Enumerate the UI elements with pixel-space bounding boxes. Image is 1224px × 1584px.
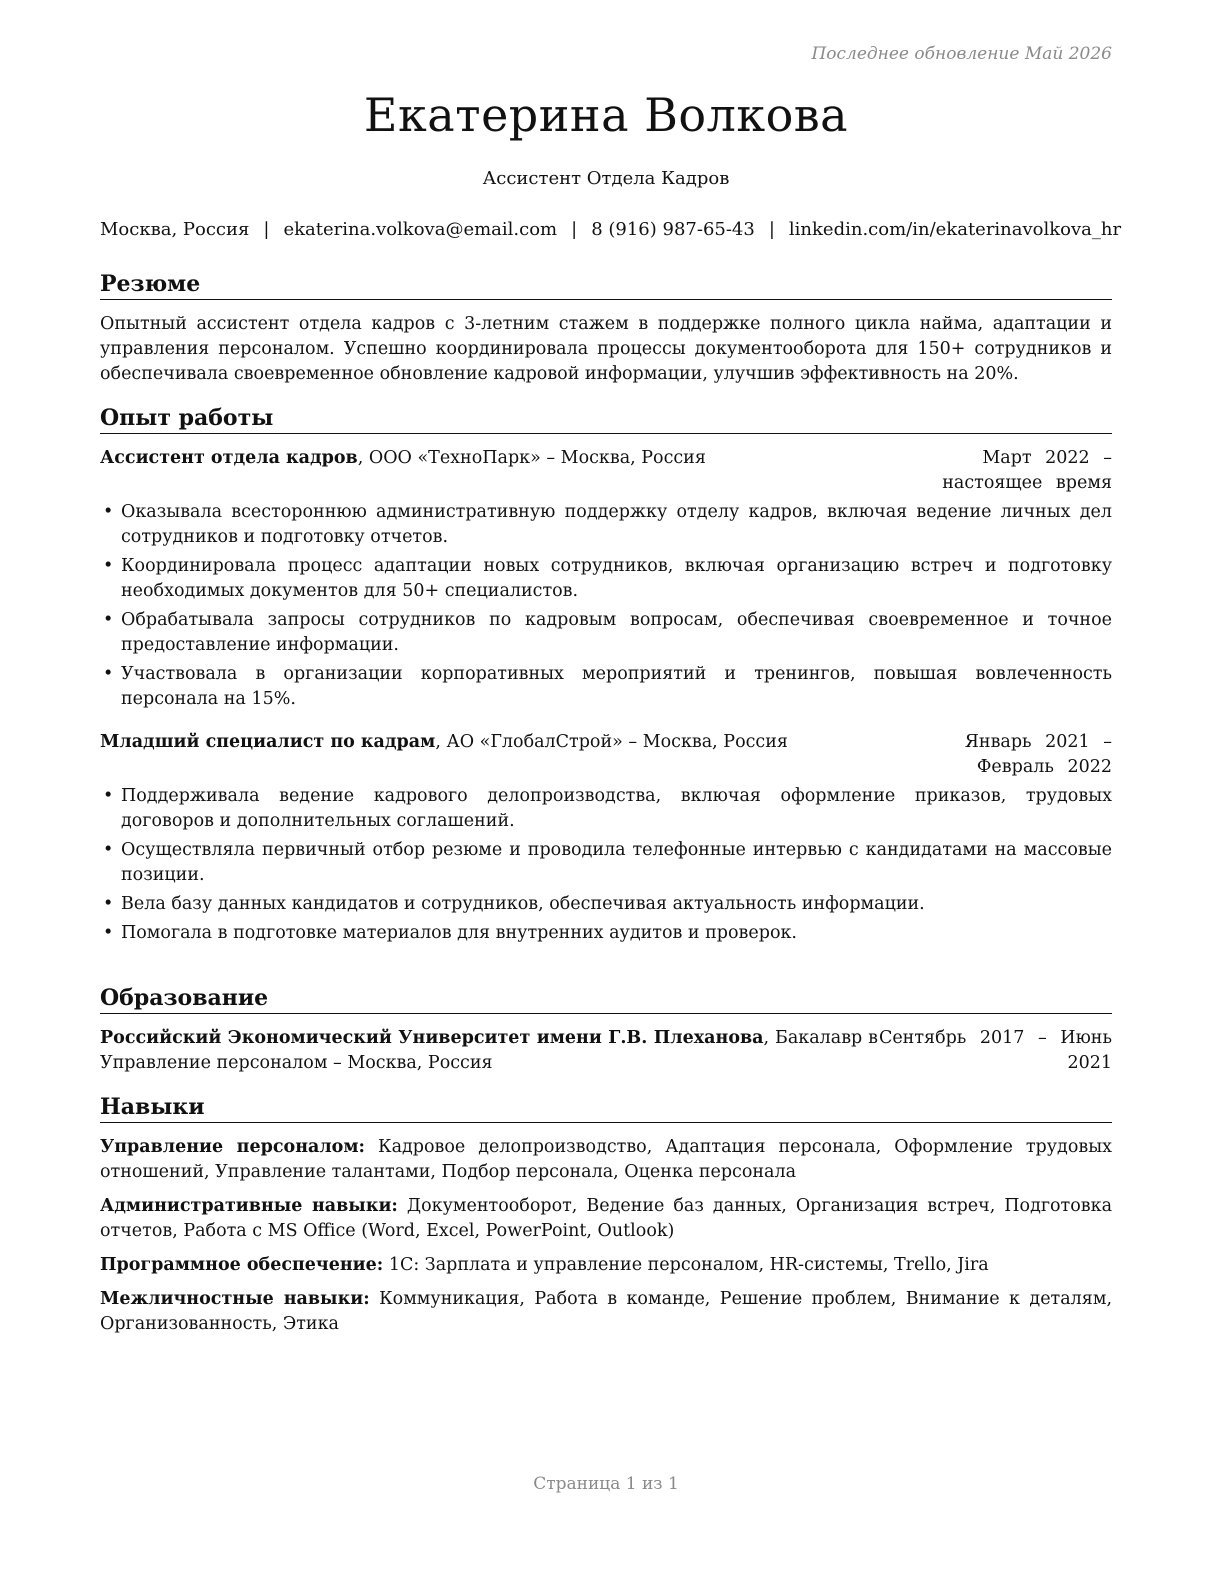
list-item <box>100 921 1112 946</box>
list-item <box>100 838 1112 888</box>
job-dates: Март 2022 – настоящее время <box>942 448 1112 493</box>
job-bullets <box>100 784 1112 946</box>
candidate-name: Екатерина Волкова <box>363 88 849 142</box>
list-item <box>100 662 1112 712</box>
candidate-job-title: Ассистент Отдела Кадров <box>482 168 730 189</box>
bullet-icon: • <box>103 923 114 943</box>
education-degree: , Бакалавр в Управление персоналом – Москва, Россия <box>100 1028 879 1073</box>
bullet-icon: • <box>103 894 114 914</box>
contact-separator: | <box>263 219 270 240</box>
job-entry <box>100 446 1112 712</box>
job-header <box>100 446 1112 496</box>
experience-section <box>100 404 1112 950</box>
bullet-text: Осуществляла первичный отбор резюме и проводила телефонные интервью с кандидатами на массовые позиции. <box>121 840 1112 885</box>
list-item <box>100 784 1112 834</box>
education-institution: Российский Экономический Университет имени Г.В. Плеханова <box>100 1028 764 1048</box>
skill-row <box>100 1135 1112 1185</box>
job-company: , АО «ГлобалСтрой» – Москва, Россия <box>435 732 788 752</box>
education-institution-degree <box>100 1026 878 1076</box>
bullet-text: Обрабатывала запросы сотрудников по кадровым вопросам, обеспечивая своевременное и точное предоставление информации. <box>121 610 1112 655</box>
contact-phone: 8 (916) 987-65-43 <box>591 219 755 240</box>
skill-label: Межличностные навыки: <box>100 1289 370 1309</box>
job-position: Ассистент отдела кадров <box>100 448 358 468</box>
education-dates: Сентябрь 2017 – Июнь 2021 <box>878 1028 1112 1073</box>
education-section <box>100 984 1112 1076</box>
skill-label: Программное обеспечение: <box>100 1255 384 1275</box>
summary-section <box>100 270 1112 387</box>
education-entry <box>100 1026 1112 1076</box>
bullet-icon: • <box>103 840 114 860</box>
bullet-icon: • <box>103 502 114 522</box>
contact-separator: | <box>768 219 775 240</box>
job-title-company <box>100 446 878 496</box>
contact-location: Москва, Россия <box>100 219 250 240</box>
skill-value: Документооборот, Ведение баз данных, Организация встреч, Подготовка отчетов, Работа с MS Office (Word, Excel, PowerPoint, Outlook) <box>100 1196 1113 1241</box>
contact-line <box>100 219 1122 240</box>
job-position: Младший специалист по кадрам <box>100 732 436 752</box>
list-item <box>100 892 1112 917</box>
bullet-icon: • <box>103 556 114 576</box>
job-entry <box>100 730 1112 946</box>
bullet-text: Координировала процесс адаптации новых сотрудников, включая организацию встреч и подготовку необходимых документов для 50+ специалистов. <box>121 556 1112 601</box>
bullet-icon: • <box>103 786 114 806</box>
last-updated-note: Последнее обновление Май 2026 <box>811 44 1112 64</box>
skill-row <box>100 1287 1112 1337</box>
skill-label: Административные навыки: <box>100 1196 398 1216</box>
skill-row <box>100 1194 1112 1244</box>
job-dates: Январь 2021 – Февраль 2022 <box>964 732 1112 777</box>
job-title-company <box>100 730 878 780</box>
bullet-text: Оказывала всестороннюю административную поддержку отделу кадров, включая ведение личных дел сотрудников и подготовку отчетов. <box>121 502 1112 547</box>
list-item <box>100 554 1112 604</box>
skill-value: Кадровое делопроизводство, Адаптация персонала, Оформление трудовых отношений, Управление талантами, Подбор персонала, Оценка персонала <box>100 1137 1112 1182</box>
skills-heading: Навыки <box>100 1093 1112 1123</box>
job-header <box>100 730 1112 780</box>
list-item <box>100 500 1112 550</box>
bullet-text: Поддерживала ведение кадрового делопроизводства, включая оформление приказов, трудовых договоров и дополнительных соглашений. <box>121 786 1112 831</box>
experience-heading: Опыт работы <box>100 404 1112 434</box>
list-item <box>100 608 1112 658</box>
bullet-text: Участвовала в организации корпоративных мероприятий и тренингов, повышая вовлеченность персонала на 15%. <box>121 664 1112 709</box>
skills-section <box>100 1093 1112 1346</box>
summary-text: Опытный ассистент отдела кадров с 3-летним стажем в поддержке полного цикла найма, адаптации и управления персоналом. Успешно координировала процессы документооборота для 150+ сотрудников и обеспечивала своевременное обновление кадровой информации, улучшив эффективность на 20%. <box>100 314 1112 384</box>
skill-label: Управление персоналом: <box>100 1137 366 1157</box>
contact-linkedin: linkedin.com/in/ekaterinavolkova_hr <box>788 219 1122 240</box>
resume-page <box>100 0 1122 1584</box>
contact-email: ekaterina.volkova@email.com <box>283 219 558 240</box>
bullet-text: Вела базу данных кандидатов и сотрудников, обеспечивая актуальность информации. <box>121 894 925 914</box>
skill-value: 1С: Зарплата и управление персоналом, HR-системы, Trello, Jira <box>383 1255 989 1275</box>
page-number: Страница 1 из 1 <box>533 1474 679 1494</box>
bullet-text: Помогала в подготовке материалов для внутренних аудитов и проверок. <box>121 923 797 943</box>
skill-row <box>100 1253 1112 1278</box>
education-heading: Образование <box>100 984 1112 1014</box>
skill-value: Коммуникация, Работа в команде, Решение проблем, Внимание к деталям, Организованность, Этика <box>100 1289 1113 1334</box>
bullet-icon: • <box>103 664 114 684</box>
job-company: , ООО «ТехноПарк» – Москва, Россия <box>357 448 706 468</box>
summary-heading: Резюме <box>100 270 1112 300</box>
bullet-icon: • <box>103 610 114 630</box>
contact-separator: | <box>571 219 578 240</box>
job-bullets <box>100 500 1112 712</box>
